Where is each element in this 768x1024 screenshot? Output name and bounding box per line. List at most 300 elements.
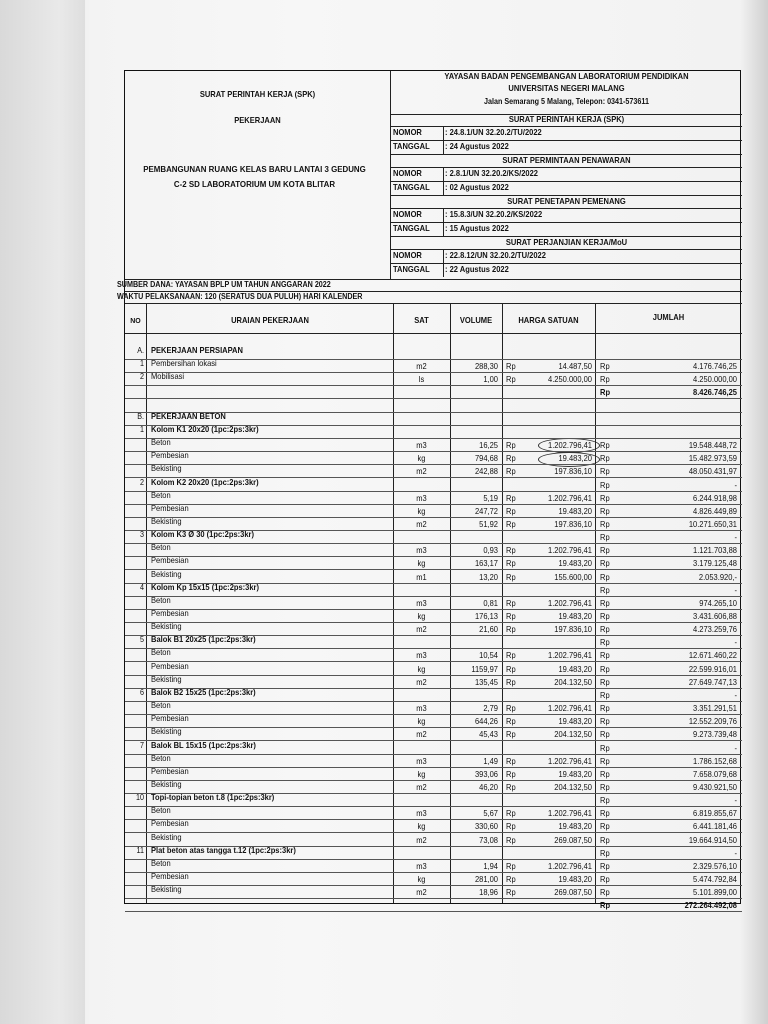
row-desc: Balok B2 15x25 (1pc:2ps:3kr) [151,688,256,697]
doc-tanggal: : 15 Agustus 2022 [445,224,509,233]
row-rp: Rp [506,599,516,608]
row-desc: Bekisting [151,727,182,736]
row-jumlah: 1.121.703,88 [693,546,737,555]
doc-tanggal: : 22 Agustus 2022 [445,265,509,274]
row-jumlah: 8.426.746,25 [693,388,737,397]
row-harga: 197.836,10 [554,625,592,634]
row-rp: Rp [600,375,610,384]
row-rule [125,780,742,781]
row-desc: Beton [151,491,171,500]
row-desc: Beton [151,596,171,605]
row-harga: 1.202.796,41 [548,757,592,766]
row-jumlah: 6.244.918,98 [693,494,737,503]
row-sat: m2 [416,362,427,371]
row-jumlah: - [734,586,737,595]
row-harga: 204.132,50 [554,678,592,687]
row-rule [125,701,742,702]
row-harga: 14.487,50 [558,362,592,371]
column-divider [146,303,147,903]
row-desc: Beton [151,859,171,868]
row-volume: 45,43 [479,730,498,739]
header-rule [125,279,742,280]
row-rule [125,675,742,676]
row-harga: 1.202.796,41 [548,862,592,871]
org-line-1: YAYASAN BADAN PENGEMBANGAN LABORATORIUM PENDIDIKAN [444,72,689,81]
row-jumlah: 12.552.209,76 [688,717,737,726]
row-sat: m3 [416,757,427,766]
row-desc: Bekisting [151,833,182,842]
row-sat: m2 [416,467,427,476]
header-divider [390,71,391,279]
row-harga: 19.483,20 [558,559,592,568]
row-no: 1 [140,359,144,368]
row-jumlah: 10.271.650,31 [688,520,737,529]
doc-nomor: : 24.8.1/UN 32.20.2/TU/2022 [445,128,542,137]
row-sat: kg [417,717,426,726]
row-rp: Rp [600,533,610,542]
left-title: SURAT PERINTAH KERJA (SPK) [199,90,316,99]
row-jumlah: 6.819.855,67 [693,809,737,818]
row-rp: Rp [506,717,516,726]
row-desc: Kolom K1 20x20 (1pc:2ps:3kr) [151,425,259,434]
row-harga: 204.132,50 [554,730,592,739]
row-sat: m2 [416,836,427,845]
row-rp: Rp [600,888,610,897]
doc-title: SURAT PENETAPAN PEMENANG [507,197,626,206]
row-rule [125,451,742,452]
row-rp: Rp [600,757,610,766]
left-subtitle: PEKERJAAN [234,116,281,125]
org-address: Jalan Semarang 5 Malang, Telepon: 0341-573611 [484,97,649,106]
row-sat: kg [417,665,426,674]
row-desc: Beton [151,648,171,657]
row-sat: kg [417,559,426,568]
row-volume: 0,81 [483,599,498,608]
row-desc: Bekisting [151,570,182,579]
col-jumlah: JUMLAH [652,313,685,322]
row-rp: Rp [600,494,610,503]
row-sat: m2 [416,888,427,897]
row-desc: Beton [151,754,171,763]
row-jumlah: 4.250.000,00 [693,375,737,384]
row-no: 1 [140,425,144,434]
row-rp: Rp [600,744,610,753]
row-jumlah: 5.101.899,00 [693,888,737,897]
row-volume: 163,17 [474,559,498,568]
row-rp: Rp [600,691,610,700]
row-desc: Bekisting [151,622,182,631]
row-volume: 2,79 [483,704,498,713]
row-volume: 16,25 [479,441,498,450]
row-jumlah: 19.664.914,50 [688,836,737,845]
row-rp: Rp [600,586,610,595]
row-volume: 281,00 [474,875,498,884]
row-volume: 51,92 [479,520,498,529]
row-rp: Rp [600,362,610,371]
row-rule [125,517,742,518]
row-rp: Rp [506,665,516,674]
row-jumlah: - [734,638,737,647]
col-harga: HARGA SATUAN [518,316,579,325]
header-bottom-rule [125,333,742,334]
spk-document [117,70,741,910]
row-harga: 19.483,20 [558,612,592,621]
row-volume: 1159,97 [471,665,498,674]
doc-title: SURAT PERINTAH KERJA (SPK) [508,115,625,124]
row-rp: Rp [506,862,516,871]
row-rule [125,714,742,715]
row-volume: 644,26 [474,717,498,726]
row-sat: m3 [416,704,427,713]
row-harga: 1.202.796,41 [548,704,592,713]
row-rule [125,504,742,505]
column-divider [502,303,503,903]
sumber-dana: SUMBER DANA: YAYASAN BPLP UM TAHUN ANGGARAN 2022 [117,280,331,289]
nomor-label: NOMOR [393,251,422,260]
row-jumlah: - [734,481,737,490]
row-volume: 1,94 [483,862,498,871]
tanggal-label: TANGGAL [393,183,430,192]
row-rp: Rp [506,573,516,582]
row-no: A. [137,346,144,355]
col-no: NO [130,316,141,325]
row-harga: 197.836,10 [554,467,592,476]
row-rule [125,648,742,649]
project-line-1: PEMBANGUNAN RUANG KELAS BARU LANTAI 3 GEDUNG [143,164,366,174]
row-rp: Rp [600,625,610,634]
row-sat: m3 [416,441,427,450]
row-desc: Pembesian [151,609,189,618]
row-sat: m2 [416,678,427,687]
row-desc: Pembesian [151,872,189,881]
row-rule [125,464,742,465]
col-uraian: URAIAN PEKERJAAN [231,316,309,325]
nomor-label: NOMOR [393,128,422,137]
row-rp: Rp [506,783,516,792]
row-sat: m2 [416,730,427,739]
row-rp: Rp [600,599,610,608]
row-rp: Rp [600,862,610,871]
label-divider [443,126,444,154]
doc-nomor: : 22.8.12/UN 32.20.2/TU/2022 [445,251,546,260]
row-sat: ls [418,375,425,384]
row-volume: 176,13 [474,612,498,621]
row-desc: Pembersihan lokasi [151,359,217,368]
row-sat: kg [417,454,426,463]
row-rule [125,872,742,873]
row-rp: Rp [506,625,516,634]
row-volume: 1,00 [483,375,498,384]
row-rp: Rp [600,704,610,713]
row-no: 5 [140,635,144,644]
row-no: 11 [136,846,144,855]
row-sat: m3 [416,862,427,871]
row-rp: Rp [600,520,610,529]
row-rp: Rp [506,770,516,779]
row-jumlah: 9.430.921,50 [693,783,737,792]
row-rp: Rp [506,559,516,568]
row-rp: Rp [600,665,610,674]
column-divider [595,303,596,903]
row-rp: Rp [600,467,610,476]
row-no: 6 [140,688,144,697]
row-rp: Rp [600,822,610,831]
row-rp: Rp [506,875,516,884]
row-rp: Rp [600,388,611,397]
row-volume: 5,19 [483,494,498,503]
row-desc: Bekisting [151,675,182,684]
header-rule [125,291,742,292]
row-rule [125,359,742,360]
row-rule [125,398,742,399]
row-jumlah: 3.179.125,48 [693,559,737,568]
row-jumlah: 27.649.747,13 [688,678,737,687]
row-volume: 46,20 [479,783,498,792]
col-volume: VOLUME [459,316,493,325]
row-harga: 19.483,20 [558,665,592,674]
row-desc: Pembesian [151,662,189,671]
row-rule [125,767,742,768]
row-rp: Rp [506,546,516,555]
row-rp: Rp [506,730,516,739]
row-rule [125,754,742,755]
row-rp: Rp [506,441,516,450]
row-sat: m1 [416,573,427,582]
row-jumlah: 272.264.492,08 [684,901,737,910]
row-rule [125,819,742,820]
row-desc: Topi-topian beton t.8 (1pc:2ps:3kr) [151,793,275,802]
row-sat: m3 [416,599,427,608]
row-rule [125,622,742,623]
row-rp: Rp [600,546,610,555]
row-harga: 1.202.796,41 [548,809,592,818]
row-volume: 73,08 [479,836,498,845]
row-rp: Rp [600,507,610,516]
row-jumlah: - [734,796,737,805]
row-harga: 19.483,20 [558,454,592,463]
row-desc: Pembesian [151,767,189,776]
row-rp: Rp [506,757,516,766]
row-jumlah: 9.273.739,48 [693,730,737,739]
row-rp: Rp [600,678,610,687]
doc-title: SURAT PERMINTAAN PENAWARAN [502,156,631,165]
row-jumlah: 2.053.920,- [698,573,737,582]
row-jumlah: 7.658.079,68 [693,770,737,779]
row-jumlah: 1.786.152,68 [693,757,737,766]
row-rp: Rp [600,783,610,792]
row-rp: Rp [506,375,516,384]
rule-line [390,195,742,196]
row-rule [125,596,742,597]
org-line-2: UNIVERSITAS NEGERI MALANG [508,84,625,93]
row-rp: Rp [600,730,610,739]
row-desc: Bekisting [151,517,182,526]
row-rp: Rp [600,849,610,858]
label-divider [443,167,444,195]
row-harga: 269.087,50 [554,888,592,897]
column-divider [450,303,451,903]
row-harga: 204.132,50 [554,783,592,792]
waktu-pelaksanaan: WAKTU PELAKSANAAN: 120 (SERATUS DUA PULUH) HARI KALENDER [117,292,363,301]
row-sat: kg [417,875,426,884]
row-rp: Rp [600,651,610,660]
doc-nomor: : 15.8.3/UN 32.20.2/KS/2022 [445,210,543,219]
row-jumlah: 3.431.606,88 [693,612,737,621]
row-rp: Rp [600,559,610,568]
row-volume: 393,06 [474,770,498,779]
doc-nomor: : 2.8.1/UN 32.20.2/KS/2022 [445,169,538,178]
row-desc: Beton [151,806,171,815]
row-sat: kg [417,822,426,831]
row-desc: Kolom K3 Ø 30 (1pc:2ps:3kr) [151,530,254,539]
row-jumlah: 4.273.259,76 [693,625,737,634]
row-desc: Pembesian [151,819,189,828]
row-rule [125,609,742,610]
row-sat: m2 [416,625,427,634]
row-sat: kg [417,507,426,516]
row-rp: Rp [506,678,516,687]
row-harga: 19.483,20 [558,770,592,779]
row-rp: Rp [506,822,516,831]
row-desc: Bekisting [151,464,182,473]
row-harga: 269.087,50 [554,836,592,845]
col-sat: SAT [414,316,429,325]
row-sat: m3 [416,546,427,555]
row-harga: 4.250.000,00 [548,375,592,384]
row-sat: kg [417,612,426,621]
row-sat: m2 [416,783,427,792]
doc-tanggal: : 02 Agustus 2022 [445,183,509,192]
row-jumlah: 5.474.792,84 [693,875,737,884]
row-desc: Pembesian [151,451,189,460]
row-rp: Rp [600,901,611,910]
row-harga: 1.202.796,41 [548,546,592,555]
row-rp: Rp [600,875,610,884]
row-sat: kg [417,770,426,779]
row-volume: 21,60 [479,625,498,634]
row-harga: 19.483,20 [558,875,592,884]
row-jumlah: - [734,533,737,542]
row-rp: Rp [506,612,516,621]
row-harga: 19.483,20 [558,822,592,831]
row-harga: 155.600,00 [554,573,592,582]
row-no: 4 [140,583,144,592]
row-desc: Bekisting [151,780,182,789]
row-no: 2 [140,372,144,381]
row-jumlah: 2.329.576,10 [693,862,737,871]
doc-title: SURAT PERJANJIAN KERJA/MoU [505,238,628,247]
row-desc: Bekisting [151,885,182,894]
row-jumlah: 15.482.973,59 [688,454,737,463]
row-rule [125,885,742,886]
tanggal-label: TANGGAL [393,142,430,151]
row-rp: Rp [600,836,610,845]
row-rule [125,898,742,899]
row-rule [125,372,742,373]
row-no: 3 [140,530,144,539]
row-rule [125,832,742,833]
rule-line [390,236,742,237]
row-desc: Pembesian [151,556,189,565]
row-volume: 1,49 [483,757,498,766]
row-jumlah: 4.176.746,25 [693,362,737,371]
row-harga: 19.483,20 [558,717,592,726]
row-jumlah: 4.826.449,89 [693,507,737,516]
row-harga: 19.483,20 [558,507,592,516]
row-sat: m3 [416,651,427,660]
row-jumlah: 48.050.431,97 [688,467,737,476]
row-rp: Rp [600,612,610,621]
row-rp: Rp [506,836,516,845]
row-rp: Rp [506,704,516,713]
row-rp: Rp [600,481,610,490]
nomor-label: NOMOR [393,210,422,219]
row-rp: Rp [506,520,516,529]
row-jumlah: - [734,849,737,858]
row-rp: Rp [600,573,610,582]
row-rp: Rp [600,809,610,818]
row-desc: Kolom Kp 15x15 (1pc:2ps:3kr) [151,583,260,592]
row-rp: Rp [600,770,610,779]
row-volume: 10,54 [479,651,498,660]
row-volume: 242,88 [474,467,498,476]
row-rp: Rp [506,454,516,463]
row-desc: Balok BL 15x15 (1pc:2ps:3kr) [151,741,256,750]
row-jumlah: 19.548.448,72 [688,441,737,450]
doc-tanggal: : 24 Agustus 2022 [445,142,509,151]
row-volume: 5,67 [483,809,498,818]
row-rule [125,806,742,807]
row-rule [125,543,742,544]
label-divider [443,249,444,277]
row-desc: PEKERJAAN PERSIAPAN [151,346,243,355]
row-harga: 1.202.796,41 [548,441,592,450]
row-rule [125,727,742,728]
row-rule [125,859,742,860]
row-harga: 1.202.796,41 [548,599,592,608]
row-rule [125,491,742,492]
row-volume: 247,72 [474,507,498,516]
row-rule [125,911,742,912]
row-desc: Mobilisasi [151,372,185,381]
row-desc: Plat beton atas tangga t.12 (1pc:2ps:3kr) [151,846,296,855]
row-rp: Rp [506,809,516,818]
row-harga: 1.202.796,41 [548,651,592,660]
row-rp: Rp [600,638,610,647]
row-desc: Beton [151,701,171,710]
tanggal-label: TANGGAL [393,265,430,274]
row-sat: m3 [416,494,427,503]
rule-line [390,154,742,155]
row-jumlah: 6.441.181,46 [693,822,737,831]
row-rp: Rp [506,467,516,476]
row-rp: Rp [506,362,516,371]
row-sat: m3 [416,809,427,818]
row-volume: 288,30 [474,362,498,371]
row-jumlah: - [734,744,737,753]
row-rule [125,385,742,386]
nomor-label: NOMOR [393,169,422,178]
row-volume: 794,68 [474,454,498,463]
row-desc: PEKERJAAN BETON [151,412,226,421]
row-jumlah: 974.265,10 [699,599,737,608]
row-volume: 0,93 [483,546,498,555]
row-volume: 330,60 [474,822,498,831]
row-jumlah: 3.351.291,51 [693,704,737,713]
row-jumlah: 12.671.460,22 [688,651,737,660]
row-harga: 197.836,10 [554,520,592,529]
row-rp: Rp [506,888,516,897]
